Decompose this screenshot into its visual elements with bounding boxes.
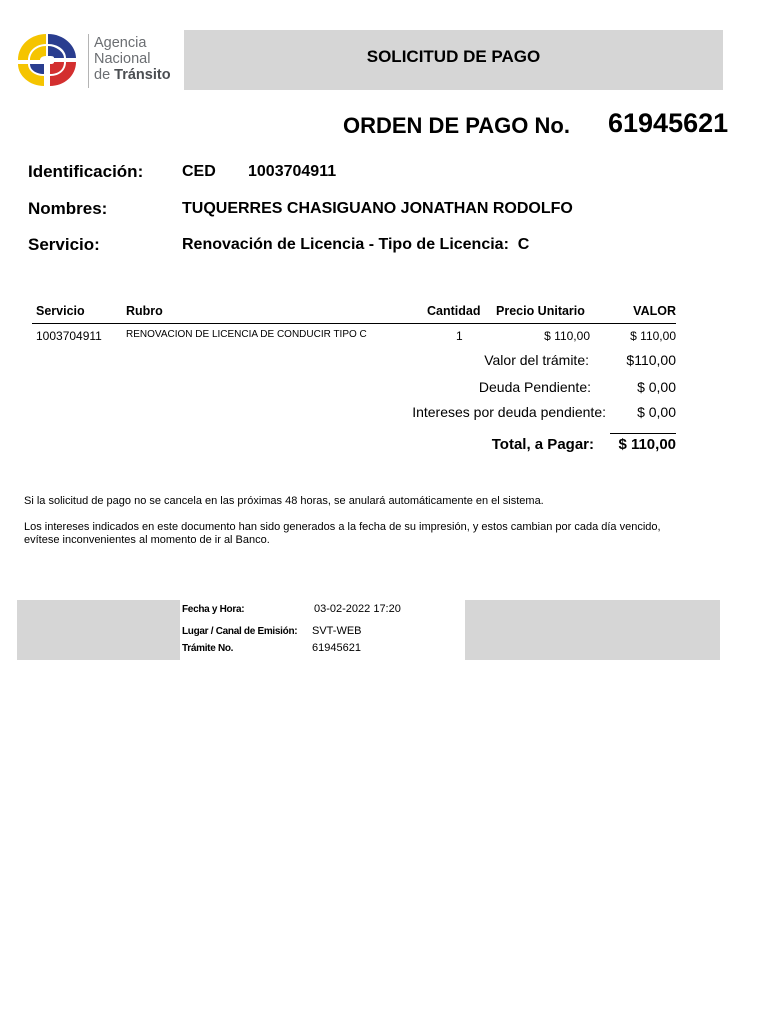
- deuda-value: $ 0,00: [637, 379, 676, 395]
- cell-servicio: 1003704911: [36, 329, 102, 343]
- col-header-precio: Precio Unitario: [496, 304, 585, 318]
- deuda-label: Deuda Pendiente:: [478, 379, 591, 395]
- intereses-value: $ 0,00: [637, 404, 676, 420]
- footer-right-band: [465, 600, 720, 660]
- agency-name-line1: Agencia: [94, 35, 147, 51]
- agency-name-line3-bold: Tránsito: [114, 67, 171, 83]
- tramite-label: Trámite No.: [182, 643, 234, 654]
- logo-separator: [88, 34, 89, 88]
- orden-number: 61945621: [608, 108, 729, 138]
- valor-tramite-label: Valor del trámite:: [484, 352, 589, 368]
- col-header-valor: VALOR: [633, 304, 676, 318]
- footer-left-band: [17, 600, 180, 660]
- intereses-label: Intereses por deuda pendiente:: [412, 404, 606, 420]
- cell-valor: $ 110,00: [630, 329, 676, 343]
- nombres-value: TUQUERRES CHASIGUANO JONATHAN RODOLFO: [182, 200, 573, 217]
- identificacion-type: CED: [182, 163, 216, 180]
- note-intereses-line1: Los intereses indicados en este documento han sido generados a la fecha de su impresión, y estos cambian por cada día vencido,: [24, 521, 661, 533]
- cell-precio: $ 110,00: [544, 329, 590, 343]
- total-label: Total, a Pagar:: [491, 436, 594, 453]
- agency-name-line2: Nacional: [94, 51, 151, 67]
- lugar-value: SVT-WEB: [312, 625, 362, 637]
- servicio-label: Servicio:: [28, 235, 100, 254]
- table-header-rule: [32, 323, 676, 324]
- col-header-rubro: Rubro: [126, 304, 163, 318]
- agency-name-line3-prefix: de: [94, 67, 111, 83]
- servicio-value: Renovación de Licencia - Tipo de Licencia: C: [182, 236, 530, 253]
- fecha-label: Fecha y Hora:: [182, 604, 245, 615]
- valor-tramite-value: $110,00: [626, 352, 676, 368]
- note-cancellation: Si la solicitud de pago no se cancela en las próximas 48 horas, se anulará automáticamente en el sistema.: [24, 495, 544, 507]
- cell-rubro: RENOVACION DE LICENCIA DE CONDUCIR TIPO C: [126, 329, 367, 340]
- tramite-value: 61945621: [312, 642, 361, 654]
- agency-name: [94, 35, 171, 83]
- orden-label: ORDEN DE PAGO No.: [343, 113, 570, 138]
- identificacion-number: 1003704911: [248, 163, 337, 180]
- cell-cantidad: 1: [456, 329, 463, 343]
- total-value: $ 110,00: [618, 436, 676, 453]
- identificacion-label: Identificación:: [28, 162, 144, 181]
- note-intereses-line2: evítese inconvenientes al momento de ir al Banco.: [24, 534, 270, 546]
- agency-logo: [14, 28, 184, 92]
- header-band: [184, 30, 723, 90]
- total-rule: [610, 433, 676, 434]
- nombres-label: Nombres:: [28, 199, 108, 218]
- document-title: SOLICITUD DE PAGO: [366, 47, 541, 66]
- col-header-servicio: Servicio: [36, 304, 85, 318]
- fecha-value: 03-02-2022 17:20: [314, 603, 401, 615]
- lugar-label: Lugar / Canal de Emisión:: [182, 626, 298, 637]
- agency-emblem-icon: [14, 30, 80, 90]
- col-header-cantidad: Cantidad: [427, 304, 481, 318]
